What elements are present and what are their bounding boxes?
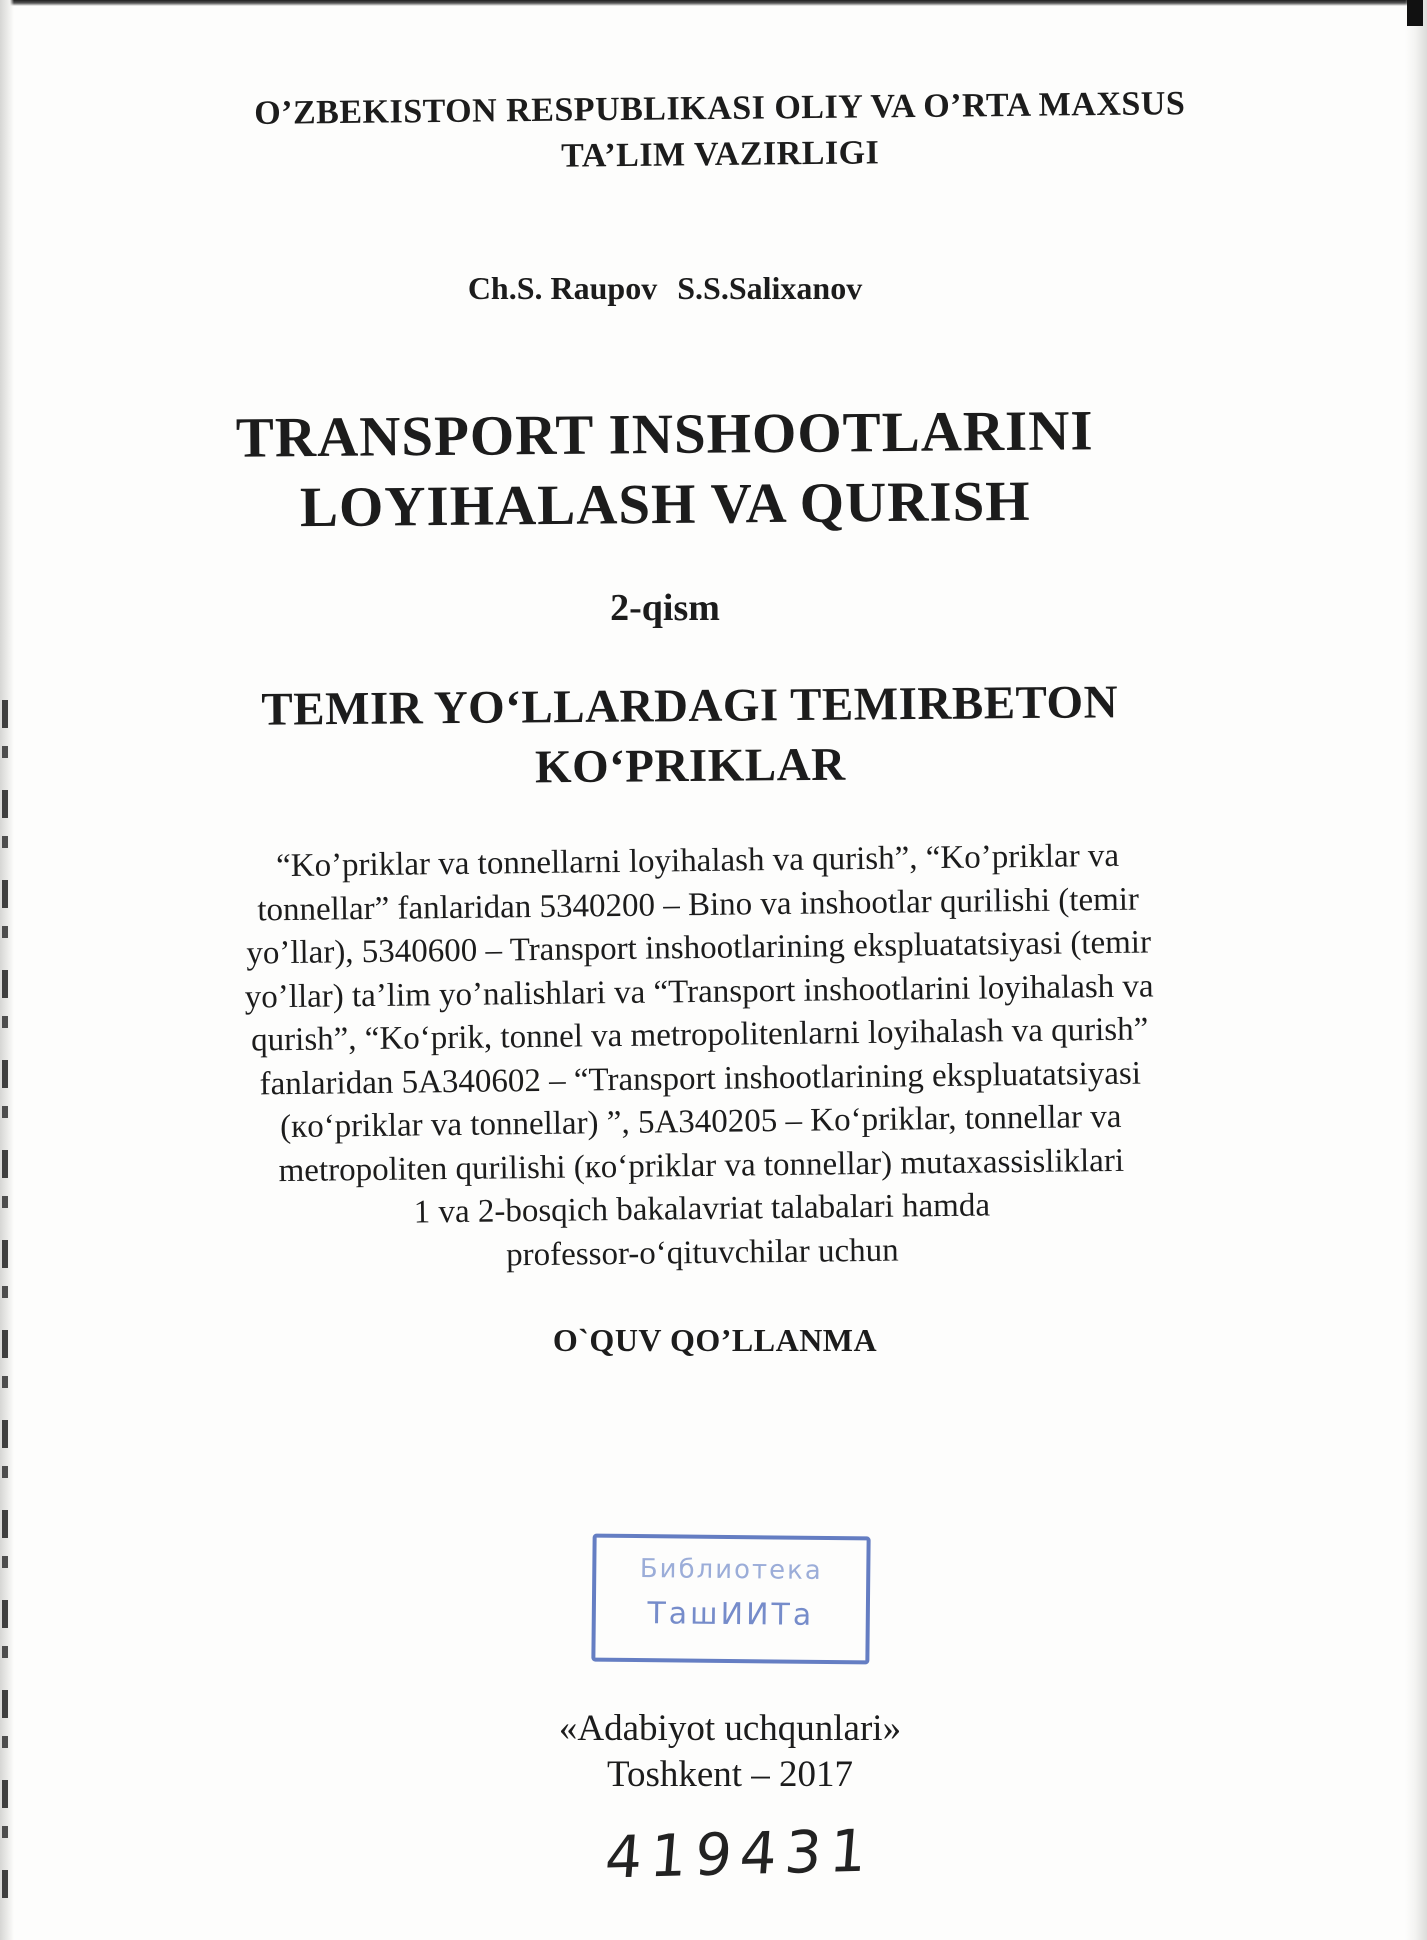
scan-edge-right: [1405, 0, 1427, 1940]
description-line: yo’llar), 5340600 – Transport inshootlarining ekspluatatsiyasi (temir: [246, 924, 1152, 972]
description-line: fanlaridan 5A340602 – “Transport inshootlarining ekspluatatsiyasi: [259, 1055, 1142, 1102]
ministry-line-1: O’ZBEKISTON RESPUBLIKASI OLIY VA O’RTA MAXSUS: [254, 85, 1186, 132]
scan-edge-top: [0, 0, 1427, 6]
description-line: 1 va 2-bosqich bakalavriat talabalari hamda: [413, 1187, 991, 1231]
target-audience-description: [137, 833, 1262, 1282]
document-type: O`QUV QO’LLANMA: [552, 1322, 878, 1358]
authors: [120, 268, 1210, 308]
description-line: “Ko’priklar va tonnellarni loyihalash va qurish”, “Ko’priklar va: [275, 837, 1120, 885]
description-line: metropoliten qurilishi (кo‘priklar va tonnellar) mutaxassisliklari: [278, 1142, 1125, 1189]
ministry-line-2: TA’LIM VAZIRLIGI: [560, 134, 880, 175]
book-title: [89, 395, 1240, 545]
library-stamp: [591, 1534, 870, 1665]
book-subtitle: [89, 671, 1290, 801]
author-1: Ch.S. Raupov: [467, 270, 658, 306]
author-2: S.S.Salixanov: [677, 270, 863, 306]
description-line: yo’llar) ta’lim yo’nalishlari va “Transport inshootlarini loyihalash va: [244, 967, 1154, 1016]
description-line: tonnellar” fanlaridan 5340200 – Bino va inshootlar qurilishi (temir: [257, 881, 1140, 928]
ministry-header: [120, 80, 1321, 185]
handwritten-inventory-number: 419431: [602, 1816, 878, 1892]
publisher-info: [380, 1706, 1080, 1798]
scan-corner-mark: [1407, 0, 1423, 26]
subtitle-line-1: TEMIR YO‘LLARDAGI TEMIRBETON: [261, 676, 1119, 736]
book-title-line-2: LOYIHALASH VA QURISH: [299, 469, 1031, 540]
publisher-name: «Adabiyot uchqunlari»: [558, 1708, 902, 1749]
stamp-line-2: ТашИИТа: [647, 1596, 815, 1633]
description-line: (кo‘priklar va tonnellar) ”, 5A340205 – Ko‘priklar, tonnellar va: [279, 1098, 1122, 1146]
description-line: professor-o‘qituvchilar uchun: [505, 1232, 899, 1273]
book-title-line-1: TRANSPORT INSHOOTLARINI: [235, 399, 1094, 470]
scan-binding-marks: [2, 700, 8, 1900]
description-line: qurish”, “Ko‘prik, tonnel va metropolitenlarni loyihalash va qurish”: [250, 1011, 1149, 1059]
stamp-line-1: Библиотека: [639, 1554, 823, 1586]
part-number: 2-qism: [610, 587, 720, 629]
publisher-city-year: Toshkent – 2017: [606, 1754, 854, 1795]
subtitle-line-2: KO‘PRIKLAR: [534, 738, 846, 794]
